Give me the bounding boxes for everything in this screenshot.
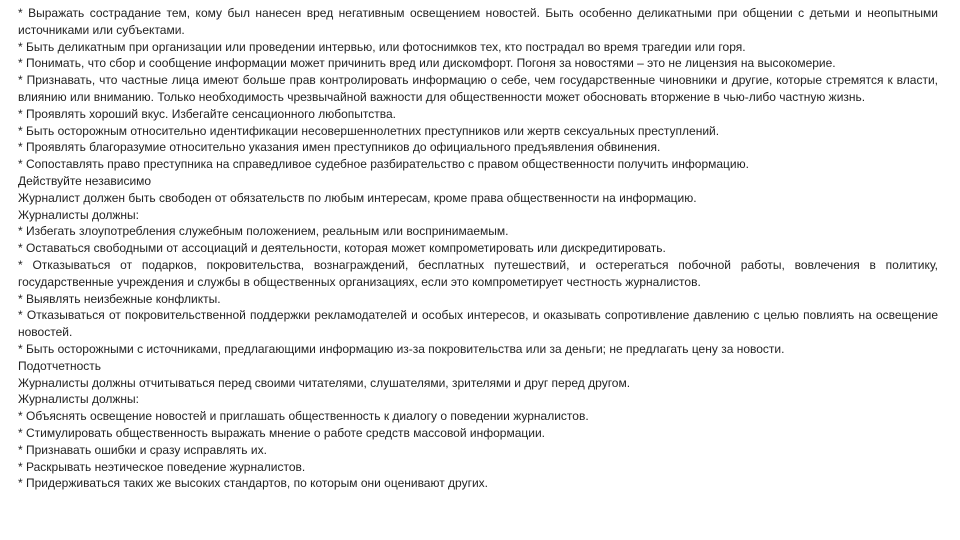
paragraph-independence-intro: Журналист должен быть свободен от обязательств по любым интересам, кроме права общественности на информацию.: [18, 190, 697, 205]
paragraph-abuse-of-position: * Избегать злоупотребления служебным положением, реальным или воспринимаемым.: [18, 224, 509, 239]
paragraph-harm-awareness: * Понимать, что сбор и сообщение информации может причинить вред или дискомфорт. Погоня за новостями – это не лицензия на высокомерие.: [18, 56, 836, 71]
journalists-must-label: Журналисты должны:: [18, 207, 139, 222]
paragraph-good-taste: * Проявлять хороший вкус. Избегайте сенсационного любопытства.: [18, 106, 397, 121]
paragraph-accountability-intro: Журналисты должны отчитываться перед своими читателями, слушателями, зрителями и друг перед другом.: [18, 375, 631, 390]
paragraph-same-standards: * Придерживаться таких же высоких стандартов, по которым они оценивают других.: [18, 476, 489, 491]
paragraph-encourage-feedback: * Стимулировать общественность выражать мнение о работе средств массовой информации.: [18, 425, 545, 440]
paragraph-refuse-gifts: * Отказываться от подарков, покровительства, вознаграждений, бесплатных путешествий, и остерегаться побочной работы, вовлечения в политику, государственные учреждения и службы в общественных организациях, если это компрометирует честность журналистов.: [18, 257, 938, 289]
paragraph-interview-sensitivity: * Быть деликатным при организации или проведении интервью, или фотоснимков тех, кто пострадал во время трагедии или горя.: [18, 39, 746, 54]
paragraph-privacy-rights: * Признавать, что частные лица имеют больше прав контролировать информацию о себе, чем государственные чиновники и другие, которые стремятся к власти, влиянию или вниманию. Только необходимость чрезвычайной важности для общественности может обосновать вторжение в чью-либо частную жизнь.: [18, 73, 938, 104]
paragraph-expose-unethical: * Раскрывать неэтическое поведение журналистов.: [18, 459, 306, 474]
paragraph-admit-mistakes: * Признавать ошибки и сразу исправлять их.: [18, 442, 267, 457]
paragraph-refuse-advertiser-support: * Отказываться от покровительственной поддержки рекламодателей и особых интересов, и оказывать сопротивление давлению с целью повлиять на освещение новостей.: [18, 308, 938, 340]
journalists-must-label-2: Журналисты должны:: [18, 392, 139, 407]
paragraph-minors-identification: * Быть осторожным относительно идентификации несовершеннолетних преступников или жертв сексуальных преступлений.: [18, 123, 720, 138]
document-page: [18, 5, 938, 492]
paragraph-free-of-associations: * Оставаться свободными от ассоциаций и деятельности, которая может компрометировать или дискредитировать.: [18, 241, 666, 256]
paragraph-compassion: * Выражать сострадание тем, кому был нанесен вред негативным освещением новостей. Быть особенно деликатными при общении с детьми и неопытными источниками или субъектами.: [18, 6, 938, 37]
paragraph-fair-trial: * Сопоставлять право преступника на справедливое судебное разбирательство с правом общественности получить информацию.: [18, 157, 749, 172]
paragraph-explain-coverage: * Объяснять освещение новостей и приглашать общественность к диалогу о поведении журналистов.: [18, 409, 589, 424]
section-heading-accountability: Подотчетность: [18, 358, 102, 373]
paragraph-reveal-conflicts: * Выявлять неизбежные конфликты.: [18, 291, 221, 306]
section-heading-independence: Действуйте независимо: [18, 173, 152, 188]
paragraph-naming-suspects: * Проявлять благоразумие относительно указания имен преступников до официального предъявления обвинения.: [18, 140, 661, 155]
paragraph-careful-with-sources: * Быть осторожными с источниками, предлагающими информацию из-за покровительства или за деньги; не предлагать цену за новости.: [18, 341, 785, 356]
